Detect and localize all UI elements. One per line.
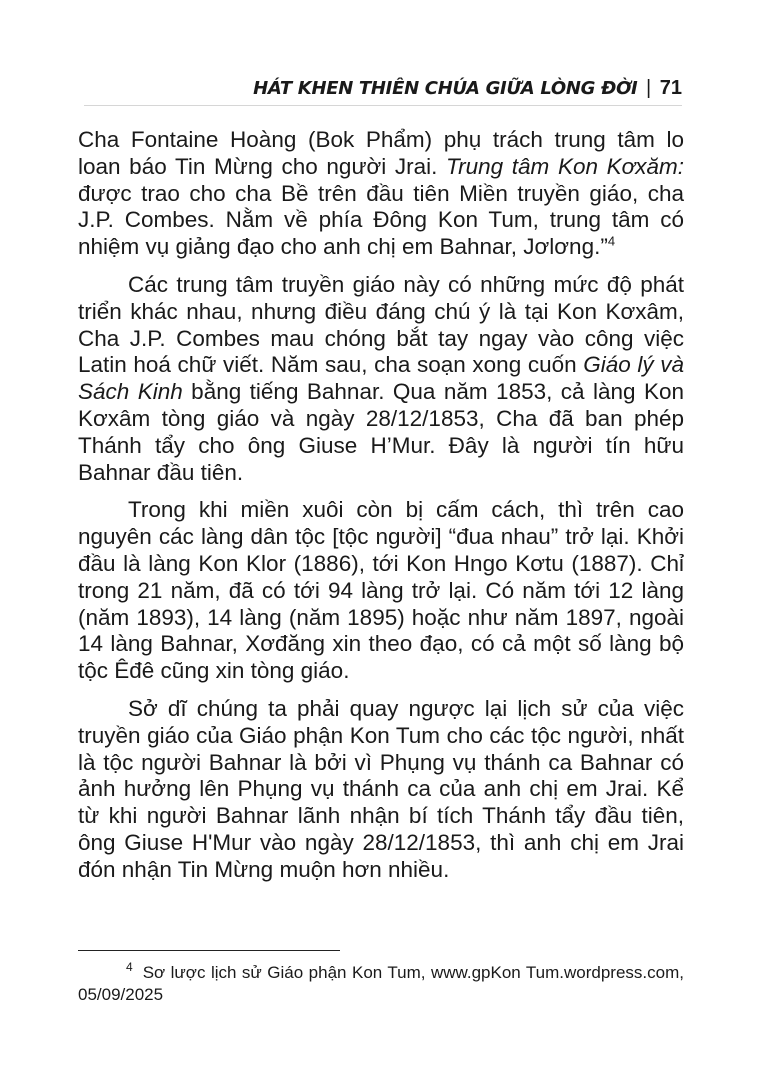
footnote-text: Sơ lược lịch sử Giáo phận Kon Tum, www.gpKon Tum.wordpress.com, 05/09/2025 bbox=[78, 963, 684, 1004]
paragraph-4: Sở dĩ chúng ta phải quay ngược lại lịch sử của việc truyền giáo của Giáo phận Kon Tum cho các tộc người, nhất là tộc người Bahnar là bởi vì Phụng vụ thánh ca Bahnar có ảnh hưởng lên Phụng vụ thánh ca của anh chị em Jrai. Kể từ khi người Bahnar lãnh nhận bí tích Thánh tẩy đầu tiên, ông Giuse H'Mur vào ngày 28/12/1853, thì anh chị em Jrai đón nhận Tin Mừng muộn hơn nhiều. bbox=[78, 695, 684, 882]
paragraph-1 bbox=[78, 127, 684, 261]
paragraph-2-italic: Giáo lý và Sách Kinh bbox=[78, 352, 684, 405]
page-number: 71 bbox=[659, 77, 682, 99]
book-title: HÁT KHEN THIÊN CHÚA GIỮA LÒNG ĐỜI bbox=[253, 78, 638, 99]
header-separator: | bbox=[645, 77, 652, 99]
footnote-reference[interactable]: 4 bbox=[607, 233, 616, 249]
main-text bbox=[78, 127, 684, 895]
paragraph-1-italic: Trung tâm Kon Kơxăm: bbox=[446, 153, 684, 179]
paragraph-2 bbox=[78, 272, 684, 486]
paragraph-3: Trong khi miền xuôi còn bị cấm cách, thì trên cao nguyên các làng dân tộc [tộc người] “đua nhau” trở lại. Khởi đầu là làng Kon Klor (1886), tới Kon Hngo Kơtu (1887). Chỉ trong 21 năm, đã có tới 94 làng trở lại. Có năm tới 12 làng (năm 1893), 14 làng (năm 1895) hoặc như năm 1897, ngoài 14 làng Bahnar, Xơđăng xin theo đạo, có cả một số làng bộ tộc Êđê cũng xin tòng giáo. bbox=[78, 497, 684, 684]
paragraph-2-text-a: Các trung tâm truyền giáo này có những mức độ phát triển khác nhau, nhưng điều đáng chú ý là tại Kon Kơxâm, Cha J.P. Combes mau chóng bắt tay ngay vào công việc Latin hoá chữ viết. Năm sau, cha soạn xong cuốn bbox=[78, 271, 684, 378]
footnote-rule bbox=[78, 950, 340, 951]
paragraph-1-text-a: Cha Fontaine Hoàng (Bok Phẩm) phụ trách trung tâm lo loan báo Tin Mừng cho người Jrai. bbox=[78, 127, 684, 179]
footnote bbox=[78, 962, 684, 1006]
running-header bbox=[80, 74, 682, 103]
paragraph-2-text-b: bằng tiếng Bahnar. Qua năm 1853, cả làng Kon Kơxâm tòng giáo và ngày 28/12/1853, Cha đã ban phép Thánh tẩy cho ông Giuse H’Mur. Đây là người tín hữu Bahnar đầu tiên. bbox=[78, 379, 684, 485]
header-rule bbox=[84, 105, 682, 106]
paragraph-1-text-b: được trao cho cha Bề trên đầu tiên Miền truyền giáo, cha J.P. Combes. Nằm về phía Đông Kon Tum, trung tâm có nhiệm vụ giảng đạo cho anh chị em Bahnar, Jơlơng.” bbox=[78, 180, 684, 260]
footnote-number: 4 bbox=[126, 960, 133, 975]
